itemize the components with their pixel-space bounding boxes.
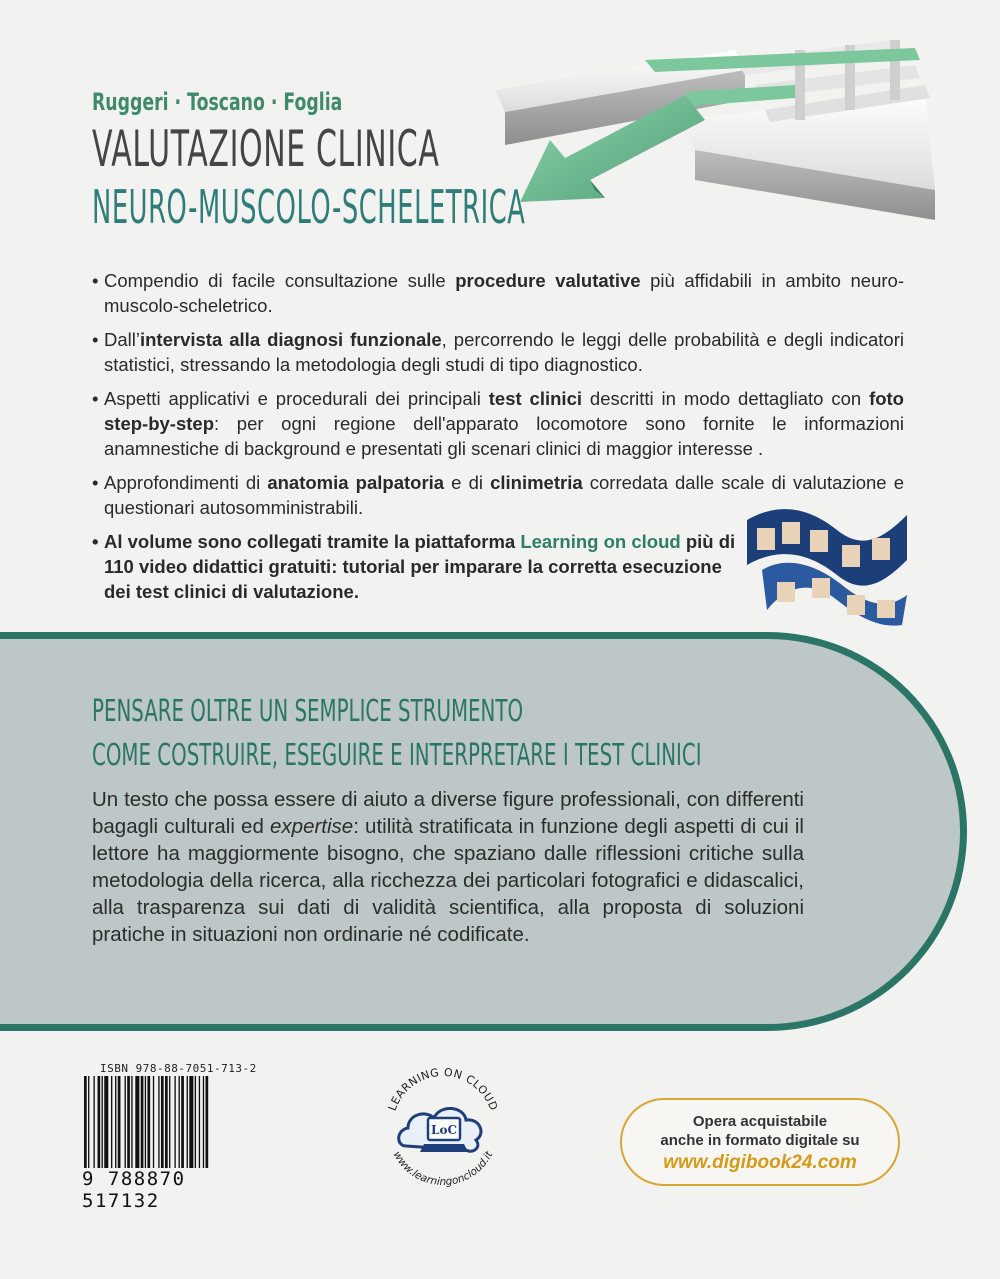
svg-text:LoC: LoC bbox=[431, 1123, 457, 1137]
list-item: • Dall’intervista alla diagnosi funzionale, percorrendo le leggi delle probabilità e degli indicatori statistici, stressando la metodologia degli studi di tipo diagnostico. bbox=[92, 327, 904, 377]
digital-edition-box bbox=[620, 1098, 900, 1186]
digital-line-2: anche in formato digitale su bbox=[660, 1132, 860, 1149]
svg-text:LEARNING ON CLOUD: LEARNING ON CLOUD bbox=[385, 1065, 501, 1113]
list-item: • Approfondimenti di anatomia palpatoria e di clinimetria corredata dalle scale di valutazione e questionari autosomministrabili. bbox=[92, 470, 904, 520]
book-title: VALUTAZIONE CLINICA bbox=[92, 120, 440, 178]
panel-paragraph: Un testo che possa essere di aiuto a diverse figure professionali, con differenti bagagli culturali ed expertise: utilità stratificata in funzione degli aspetti di cui il lettore ha maggiormente bisogno, che spaziano dalle riflessioni critiche sulla metodologia della ricerca, alla ricchezza dei particolari fotografici e didascalici, alla trasparenza sui dati di validità scientifica, alla proposta di soluzioni pratiche in situazioni non ordinarie né codificate. bbox=[92, 788, 804, 946]
digibook-link[interactable]: www.digibook24.com bbox=[663, 1152, 857, 1173]
maze-illustration bbox=[495, 30, 950, 245]
learning-on-cloud-logo bbox=[368, 1048, 518, 1198]
book-subtitle: NEURO-MUSCOLO-SCHELETRICA bbox=[92, 180, 526, 234]
svg-text:www.learningoncloud.it: www.learningoncloud.it bbox=[390, 1149, 496, 1188]
digital-line-1: Opera acquistabile bbox=[692, 1113, 828, 1130]
film-strip-illustration bbox=[742, 500, 910, 628]
list-item: • Aspetti applicativi e procedurali dei principali test clinici descritti in modo dettagliato con foto step-by-step: per ogni regione dell'apparato locomotore sono fornite le informazioni anamnestiche di background e presentati gli scenari clinici di maggior interesse . bbox=[92, 386, 904, 461]
panel-heading-1: PENSARE OLTRE UN SEMPLICE STRUMENTO bbox=[92, 694, 524, 729]
isbn-label: ISBN 978-88-7051-713-2 bbox=[100, 1062, 257, 1075]
barcode-number: 9 788870 517132 bbox=[82, 1168, 252, 1212]
panel-heading-2: COME COSTRUIRE, ESEGUIRE E INTERPRETARE I TEST CLINICI bbox=[92, 738, 702, 773]
list-item: • Al volume sono collegati tramite la piattaforma Learning on cloud più di 110 video didattici gratuiti: tutorial per imparare la corretta esecuzione dei test clinici di valutazione. bbox=[92, 529, 744, 604]
authors: Ruggeri · Toscano · Foglia bbox=[92, 88, 343, 116]
list-item: • Compendio di facile consultazione sulle procedure valutative più affidabili in ambito neuro-muscolo-scheletrico. bbox=[92, 268, 904, 318]
